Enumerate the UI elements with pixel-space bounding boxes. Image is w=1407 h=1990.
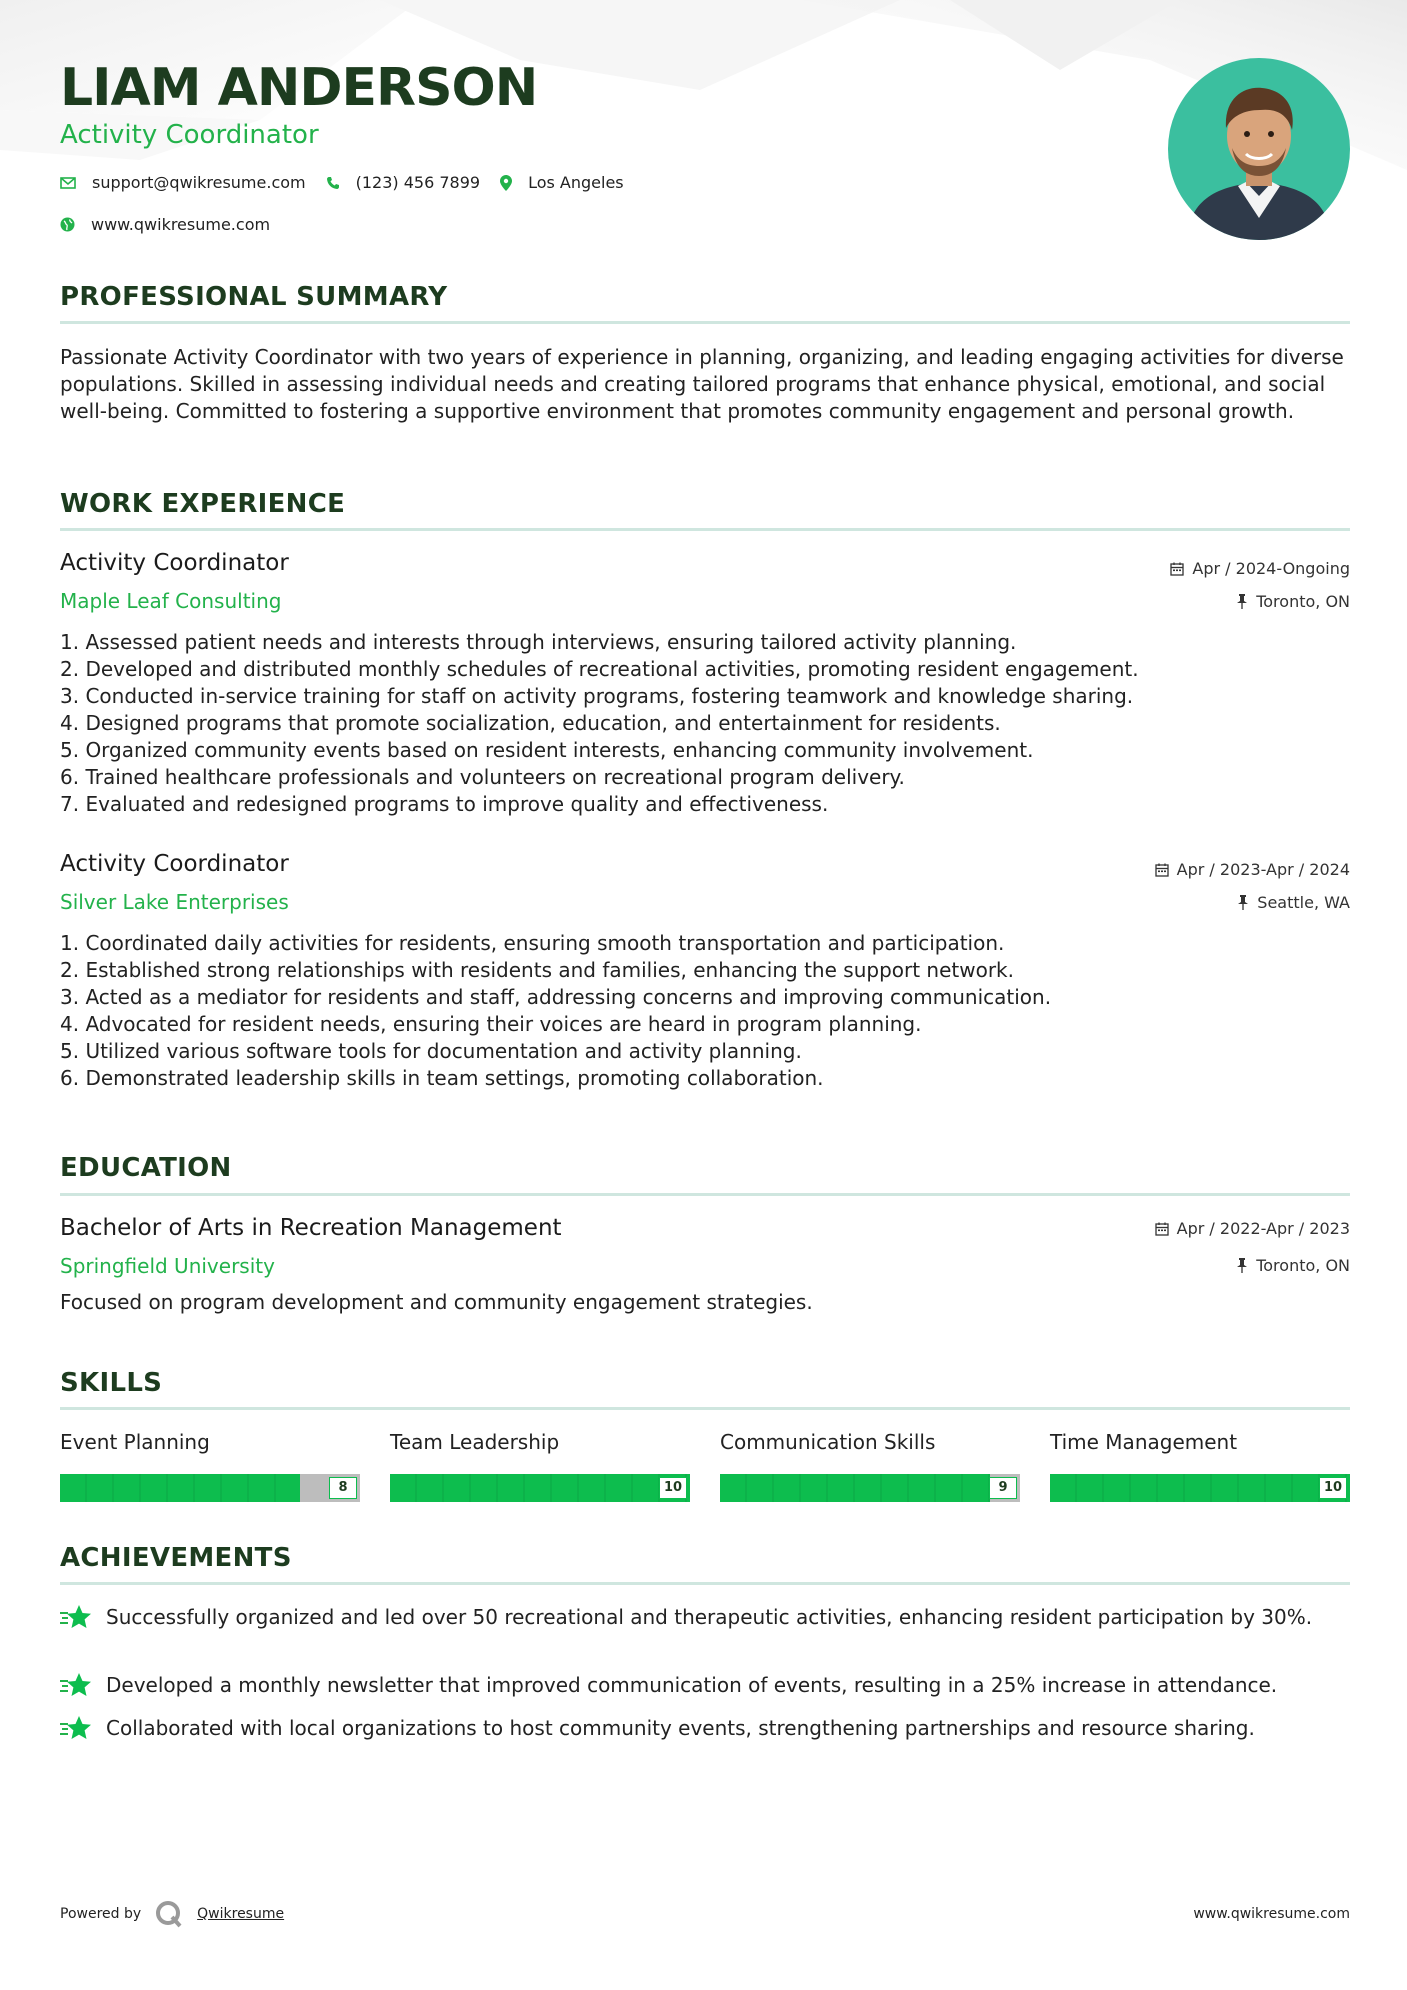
job-bullet: 7. Evaluated and redesigned programs to improve quality and effectiveness.: [60, 792, 829, 816]
calendar-icon: [1155, 863, 1169, 877]
education-location: [1236, 1256, 1350, 1275]
skill-score: 9: [989, 1477, 1017, 1499]
location-text: Los Angeles: [528, 173, 624, 192]
experience-heading: WORK EXPERIENCE: [60, 489, 346, 519]
footer-powered-by: [60, 1900, 284, 1928]
star-award-icon: [60, 1604, 92, 1632]
education-dates-text: Apr / 2022-Apr / 2023: [1176, 1219, 1350, 1238]
summary-text: Passionate Activity Coordinator with two years of experience in planning, organizing, and leading engaging activities for diverse populations. Skilled in assessing individual needs and creating tailored programs that enhance physical, emotional, and social well-being. Committed to fostering a supportive environment that promotes community engagement and personal growth.: [60, 345, 1344, 423]
job-bullets: [60, 930, 1350, 1092]
job-dates-text: Apr / 2024-Ongoing: [1192, 559, 1350, 578]
website-text: www.qwikresume.com: [91, 215, 271, 234]
skill-score: 10: [1319, 1477, 1347, 1499]
job-bullet: 3. Conducted in-service training for staff on activity programs, fostering teamwork and knowledge sharing.: [60, 684, 1134, 708]
email-icon: [60, 177, 76, 189]
job-bullet: 5. Organized community events based on resident interests, enhancing community involvement.: [60, 738, 1034, 762]
calendar-icon: [1170, 562, 1184, 576]
skill-name: Team Leadership: [390, 1430, 560, 1454]
globe-icon: [60, 217, 75, 232]
job-dates: [1170, 559, 1350, 578]
skill-score: 8: [329, 1477, 357, 1499]
job-title: Activity Coordinator: [60, 851, 289, 877]
skill-item: [60, 1430, 360, 1502]
achievement-text: Successfully organized and led over 50 recreational and therapeutic activities, enhancing resident participation by 30%.: [106, 1605, 1313, 1629]
job-dates-text: Apr / 2023-Apr / 2024: [1176, 860, 1350, 879]
skill-name: Communication Skills: [720, 1430, 936, 1454]
job-bullet: 2. Developed and distributed monthly schedules of recreational activities, promoting resident engagement.: [60, 657, 1139, 681]
job-location: [1237, 893, 1350, 912]
education-divider: [60, 1193, 1350, 1196]
skill-item: [720, 1430, 1020, 1502]
powered-by-label: Powered by: [60, 1906, 142, 1922]
skill-bar: [60, 1474, 360, 1502]
skill-bar-fill: [1050, 1474, 1350, 1502]
phone-icon: [326, 176, 340, 190]
footer-url[interactable]: www.qwikresume.com: [1193, 1906, 1350, 1922]
phone-text: (123) 456 7899: [355, 173, 481, 192]
location-item: [500, 173, 624, 192]
skill-item: [390, 1430, 690, 1502]
email-text: support@qwikresume.com: [92, 173, 306, 192]
education-description: Focused on program development and community engagement strategies.: [60, 1290, 813, 1314]
summary-heading: PROFESSIONAL SUMMARY: [60, 282, 448, 312]
job-location-text: Seattle, WA: [1257, 893, 1350, 912]
qwikresume-link[interactable]: Qwikresume: [197, 1906, 285, 1922]
job-bullet: 2. Established strong relationships with residents and families, enhancing the support network.: [60, 958, 1014, 982]
contact-row: [60, 173, 644, 192]
job-bullet: 1. Coordinated daily activities for residents, ensuring smooth transportation and participation.: [60, 931, 1005, 955]
education-heading: EDUCATION: [60, 1153, 232, 1183]
job-bullet: 4. Designed programs that promote socialization, education, and entertainment for residents.: [60, 711, 1001, 735]
skill-name: Event Planning: [60, 1430, 210, 1454]
pushpin-icon: [1237, 895, 1249, 910]
job-location: [1236, 592, 1350, 611]
skill-item: [1050, 1430, 1350, 1502]
star-award-icon: [60, 1715, 92, 1743]
calendar-icon: [1155, 1222, 1169, 1236]
website-item[interactable]: [60, 215, 270, 234]
job-dates: [1155, 860, 1350, 879]
achievement-text: Collaborated with local organizations to host community events, strengthening partnerships and resource sharing.: [106, 1716, 1255, 1740]
job-bullets: [60, 629, 1350, 818]
skills-divider: [60, 1407, 1350, 1410]
experience-divider: [60, 528, 1350, 531]
pushpin-icon: [1236, 1258, 1248, 1273]
star-award-icon: [60, 1672, 92, 1700]
job-location-text: Toronto, ON: [1256, 592, 1350, 611]
pushpin-icon: [1236, 594, 1248, 609]
job-bullet: 1. Assessed patient needs and interests through interviews, ensuring tailored activity planning.: [60, 630, 1017, 654]
email-item[interactable]: [60, 173, 306, 192]
skill-bar: [390, 1474, 690, 1502]
job-bullet: 4. Advocated for resident needs, ensuring their voices are heard in program planning.: [60, 1012, 922, 1036]
portrait-illustration: [1168, 58, 1350, 240]
candidate-title: Activity Coordinator: [60, 120, 319, 150]
qwikresume-logo-icon: [155, 1900, 183, 1928]
achievement-item: [60, 1715, 1350, 1743]
skill-score: 10: [659, 1477, 687, 1499]
skill-bar-fill: [720, 1474, 990, 1502]
job-bullet: 6. Demonstrated leadership skills in team settings, promoting collaboration.: [60, 1066, 824, 1090]
skills-heading: SKILLS: [60, 1368, 163, 1398]
skill-bar-fill: [60, 1474, 300, 1502]
education-dates: [1155, 1219, 1350, 1238]
job-title: Activity Coordinator: [60, 550, 289, 576]
profile-photo: [1168, 58, 1350, 240]
achievement-text: Developed a monthly newsletter that improved communication of events, resulting in a 25% increase in attendance.: [106, 1673, 1278, 1697]
achievements-heading: ACHIEVEMENTS: [60, 1543, 292, 1573]
skill-bar: [720, 1474, 1020, 1502]
school-name: Springfield University: [60, 1254, 275, 1278]
skill-name: Time Management: [1050, 1430, 1238, 1454]
job-company: Silver Lake Enterprises: [60, 890, 289, 914]
phone-item[interactable]: [326, 173, 480, 192]
map-pin-icon: [500, 175, 512, 191]
job-bullet: 6. Trained healthcare professionals and volunteers on recreational program delivery.: [60, 765, 905, 789]
job-bullet: 3. Acted as a mediator for residents and staff, addressing concerns and improving communication.: [60, 985, 1052, 1009]
achievement-item: [60, 1604, 1350, 1632]
job-bullet: 5. Utilized various software tools for documentation and activity planning.: [60, 1039, 802, 1063]
skill-bar: [1050, 1474, 1350, 1502]
job-company: Maple Leaf Consulting: [60, 589, 282, 613]
candidate-name: LIAM ANDERSON: [60, 58, 538, 118]
degree-title: Bachelor of Arts in Recreation Management: [60, 1215, 562, 1241]
achievement-item: [60, 1672, 1350, 1700]
education-location-text: Toronto, ON: [1256, 1256, 1350, 1275]
summary-divider: [60, 321, 1350, 324]
website-row: [60, 215, 290, 234]
achievements-divider: [60, 1582, 1350, 1585]
skill-bar-fill: [390, 1474, 690, 1502]
